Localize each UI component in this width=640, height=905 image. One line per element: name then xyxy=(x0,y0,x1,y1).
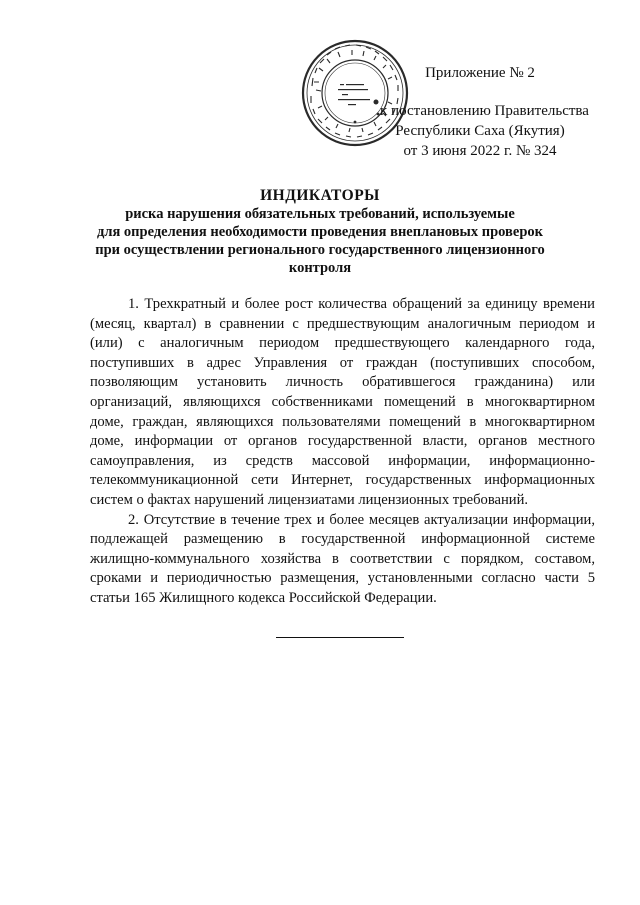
paragraph-1: 1. Трехкратный и более рост количества обращений за единицу времени (месяц, квартал) в сравнении с предшествующим аналогичным периодом и (или) с аналогичным периодом предшествующего календарного года, поступивших в адрес Управления от граждан (поступивших способом, позволяющим установить личность обратившегося гражданина) или организаций, являющихся собственниками помещений в многоквартирном доме, граждан, являющихся пользователями помещений в многоквартирном доме, информации от органов государственной власти, органов местного самоуправления, из средств массовой информации, информационно-телекоммуникационной сети Интернет, государственных информационных систем о фактах нарушений лицензиатами лицензионных требований. xyxy=(90,296,595,508)
title-line-1: риска нарушения обязательных требований, используемые xyxy=(125,206,515,222)
closing-rule xyxy=(276,637,404,638)
paragraph-2: 2. Отсутствие в течение трех и более месяцев актуализации информации, подлежащей размещению в государственной информационной системе жилищно-коммунального хозяйства в соответствии с порядком, составом, сроками и периодичностью размещения, установленными согласно части 5 статьи 165 Жилищного кодекса Российской Федерации. xyxy=(90,511,595,606)
title-line-4: контроля xyxy=(288,260,352,276)
title-main: ИНДИКАТОРЫ xyxy=(260,187,380,204)
document-body xyxy=(90,295,595,609)
title-line-2: для определения необходимости проведения внеплановых проверок xyxy=(96,224,543,240)
appendix-decree: к постановлению Правительства xyxy=(380,103,589,119)
appendix-header xyxy=(380,63,589,161)
appendix-number: Приложение № 2 xyxy=(425,65,535,81)
appendix-republic: Республики Саха (Якутия) xyxy=(395,123,565,139)
title-line-3: при осуществлении регионального государственного лицензионного xyxy=(95,242,545,258)
appendix-date: от 3 июня 2022 г. № 324 xyxy=(403,143,557,159)
document-title xyxy=(95,187,545,277)
